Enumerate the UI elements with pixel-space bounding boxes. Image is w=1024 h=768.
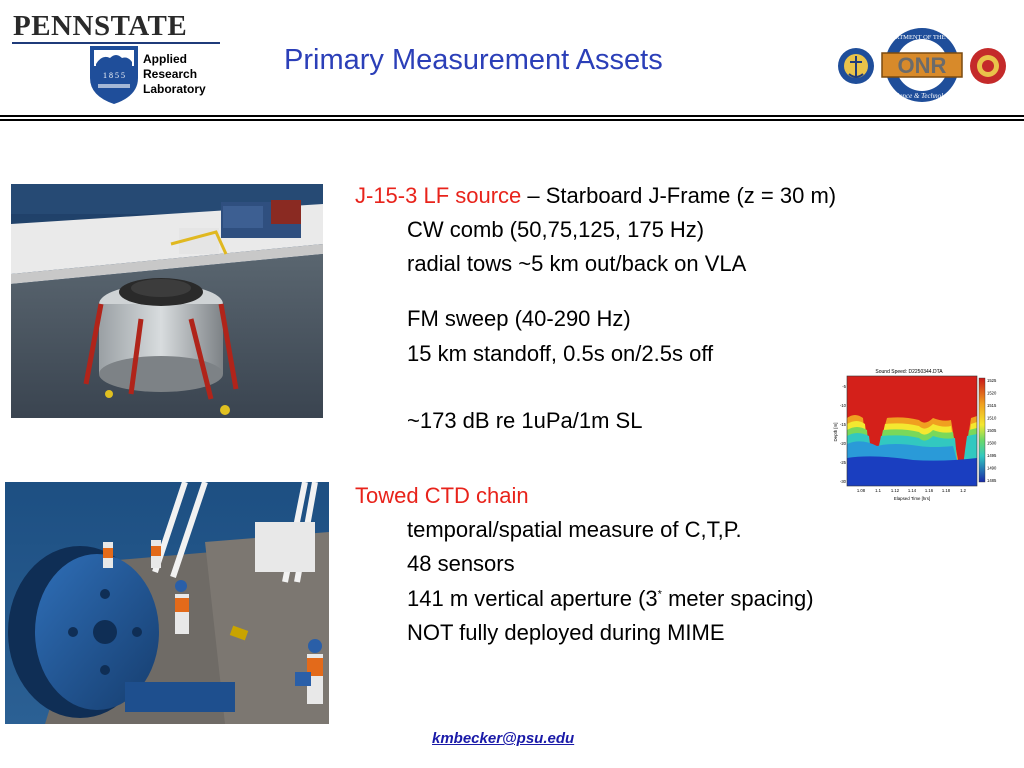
plot-ylabel: Depth [m] [833,422,838,442]
colorbar-tick-label: 1500 [987,440,997,446]
x-tick-label: 1.2 [960,488,966,493]
arl-line-3: Laboratory [143,82,206,96]
colorbar-tick-label: 1515 [987,403,997,408]
source-line: 15 km standoff, 0.5s on/2.5s off [407,341,714,366]
plot-xlabel: Elapsed Time [hrs] [893,496,931,501]
contact-email-link[interactable]: kmbecker@psu.edu [432,730,575,747]
y-tick-label: -5 [842,384,846,389]
source-line: ~173 dB re 1uPa/1m SL [407,408,643,433]
colorbar-tick-label: 1520 [987,390,997,396]
source-heading-rest: – Starboard J-Frame (z = 30 m) [521,183,837,208]
ctd-line: 48 sensors [407,551,515,576]
pennstate-wordmark: PENNSTATE [13,10,188,42]
sound-speed-plot [833,366,1003,510]
y-tick-label: -25 [839,460,846,465]
aperture-text-after: meter spacing) [661,586,814,611]
ctd-chain-photo [5,482,329,724]
aperture-text-before: 141 m vertical aperture (3 [407,586,658,611]
y-tick-label: -15 [839,422,846,427]
y-tick-label: -30 [839,479,846,484]
aperture-footnote-mark: * [657,588,662,601]
x-tick-label: 1.12 [890,488,900,493]
colorbar-tick-label: 1525 [987,378,997,383]
x-tick-label: 1.1 [875,488,881,493]
x-tick-label: 1.14 [907,488,917,493]
colorbar-tick-label: 1490 [987,465,997,471]
x-tick-label: 1.16 [924,488,934,493]
source-name: J-15-3 LF source [355,183,522,208]
arl-lab-name [143,52,206,97]
x-tick-label: 1.18 [941,488,951,493]
source-heading [355,183,836,209]
onr-seal-text: DEPARTMENT OF THE NAVY [878,34,966,41]
colorbar-tick-label: 1510 [987,415,997,421]
y-tick-label: -20 [839,441,846,446]
ctd-aperture-line [407,586,814,612]
shield-year: 1 8 5 5 [103,71,125,80]
onr-logo [836,26,1008,104]
source-line: radial tows ~5 km out/back on VLA [407,251,747,276]
header-rule [0,115,1024,121]
colorbar-tick-label: 1485 [987,478,997,483]
onr-tagline: Science & Technology [890,92,954,100]
ctd-line: temporal/spatial measure of C,T,P. [407,517,742,542]
arl-line-1: Applied [143,52,187,66]
source-line: FM sweep (40-290 Hz) [407,306,631,331]
psu-shield-logo [88,44,140,106]
x-tick-label: 1.08 [856,488,866,493]
slide-title: Primary Measurement Assets [284,44,663,76]
y-tick-label: -10 [839,403,846,408]
arl-line-2: Research [143,67,198,81]
ctd-line: NOT fully deployed during MIME [407,620,725,645]
lf-source-photo [11,184,323,418]
ctd-heading: Towed CTD chain [355,483,529,508]
plot-title: Sound Speed: D2250344.DTA [875,369,943,375]
onr-logo-text: ONR [897,53,947,78]
colorbar-tick-label: 1495 [987,453,997,458]
source-line: CW comb (50,75,125, 175 Hz) [407,217,705,242]
colorbar-tick-label: 1505 [987,428,997,433]
